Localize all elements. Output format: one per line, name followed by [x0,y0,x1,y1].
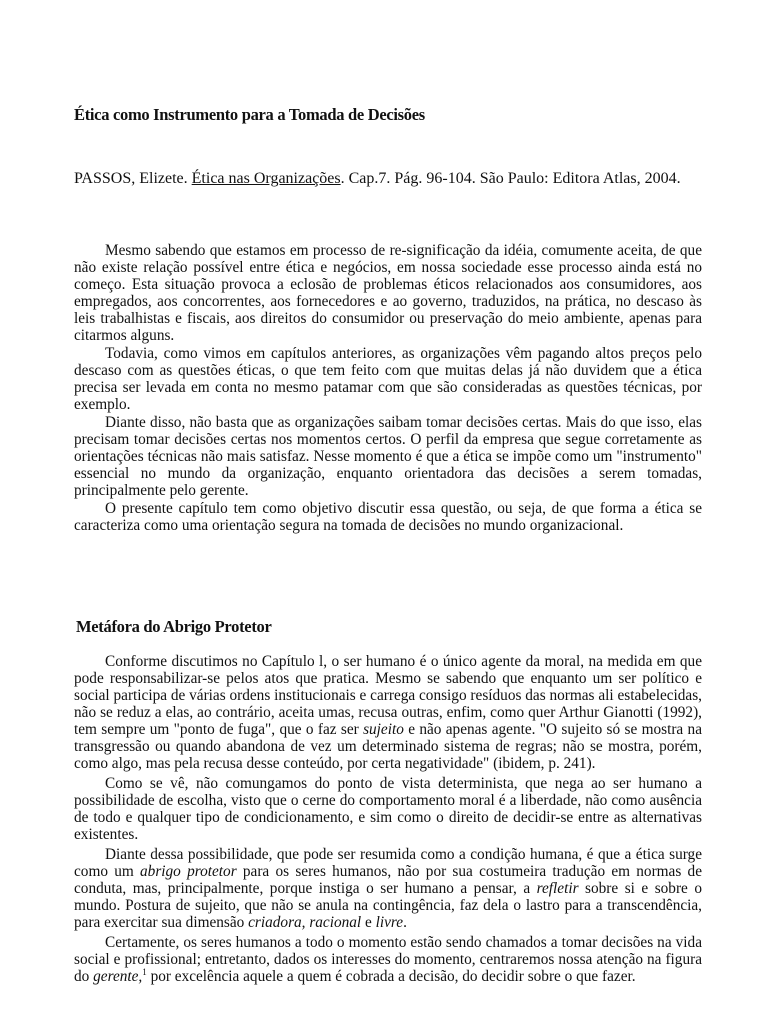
section-paragraph-3 [74,846,702,931]
reference-book-title: Ética nas Organizações [191,170,341,187]
footnote-marker[interactable]: 1 [142,966,147,977]
emphasis-text: abrigo protetor [140,863,237,880]
paragraph-text: . [403,914,407,931]
paragraph-text: Conforme discutimos no Capítulo l, o ser humano é o único agente da moral, na medida em que pode responsabilizar-se pelos atos que pratica. Mesmo se sabendo que enquanto um ser político e social participa de várias ordens institucionais e carrega consigo resíduos das normas ali estabelecidas, não se reduz a elas, ao contrário, aceita umas, recusa outras, enfim, como quer Arthur Gianotti (1992), tem sempre um "ponto de fuga", que o faz ser [74,653,702,738]
intro-paragraph-2: Todavia, como vimos em capítulos anteriores, as organizações vêm pagando altos preços pelo descaso com as questões éticas, o que tem feito com que muitas delas já não duvidem que a ética precisa ser levada em conta no mesmo patamar com que são consideradas as questões técnicas, por exemplo. [74,345,702,413]
reference-details: . Cap.7. Pág. 96-104. São Paulo: Editora Atlas, 2004. [340,170,681,187]
paragraph-text: Certamente, os seres humanos a todo o momento estão sendo chamados a tomar decisões na vida social e profissional; entretanto, dados os interesses do momento, centraremos nossa atenção na figura do [74,934,702,985]
section-paragraph-1 [74,653,702,772]
paragraph-text: Diante dessa possibilidade, que pode ser resumida como a condição humana, é que a ética surge como um [74,846,702,880]
intro-paragraph-4: O presente capítulo tem como objetivo discutir essa questão, ou seja, de que forma a ética se caracteriza como uma orientação segura na tomada de decisões no mundo organizacional. [74,500,702,534]
emphasis-text: criadora, racional [248,914,362,931]
emphasis-text: sujeito [363,721,404,738]
intro-section [74,242,702,534]
paragraph-text: e [361,914,376,931]
emphasis-text: gerente, [93,968,143,985]
section-paragraph-4 [74,934,702,985]
document-title: Ética como Instrumento para a Tomada de Decisões [74,105,425,124]
emphasis-text: refletir [536,880,579,897]
section-paragraph-2: Como se vê, não comungamos do ponto de vista determinista, que nega ao ser humano a possibilidade de escolha, visto que o cerne do comportamento moral é a liberdade, não como ausência de todo e qualquer tipo de condicionamento, e sim como o direito de decidir-se entre as alternativas existentes. [74,775,702,843]
abrigo-section [74,653,702,985]
section-heading: Metáfora do Abrigo Protetor [76,617,272,636]
intro-paragraph-3: Diante disso, não basta que as organizações saibam tomar decisões certas. Mais do que isso, elas precisam tomar decisões certas nos momentos certos. O perfil da empresa que segue corretamente as orientações técnicas não mais satisfaz. Nesse momento é que a ética se impõe como um "instrumento" essencial no mundo da organização, enquanto orientadora das decisões a serem tomadas, principalmente pelo gerente. [74,414,702,499]
reference-author: PASSOS, Elizete. [74,170,192,187]
intro-paragraph-1: Mesmo sabendo que estamos em processo de re-significação da idéia, comumente aceita, de que não existe relação possível entre ética e negócios, em nossa sociedade esse processo ainda está no começo. Esta situação provoca a eclosão de problemas éticos relacionados aos consumidores, aos empregados, aos concorrentes, aos fornecedores e ao governo, traduzidos, na prática, no descaso às leis trabalhistas e fiscais, aos direitos do consumidor ou preservação do meio ambiente, apenas para citarmos alguns. [74,242,702,344]
paragraph-text: e não apenas agente. "O sujeito só se mostra na transgressão ou quando abandona de vez um determinado sistema de regras; não se mostra, porém, como algo, mas pela recusa desse conteúdo, por certa negatividade" (ibidem, p. 241). [74,721,702,772]
paragraph-text: por excelência aquele a quem é cobrada a decisão, do decidir sobre o que fazer. [146,968,636,985]
bibliographic-reference [74,170,702,188]
paragraph-text: sobre si e sobre o mundo. Postura de sujeito, que não se anula na contingência, faz dela o lastro para a transcendência, para exercitar sua dimensão [74,880,702,931]
emphasis-text: livre [375,914,404,931]
paragraph-text: para os seres humanos, não por sua costumeira tradução em normas de conduta, mas, principalmente, porque instiga o ser humano a pensar, a [74,863,702,897]
